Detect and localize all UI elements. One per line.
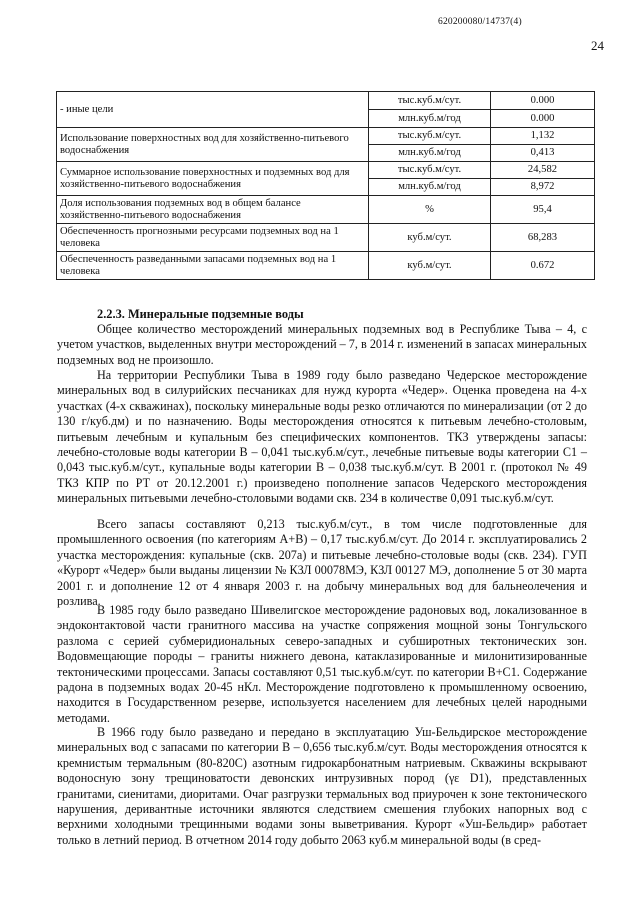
unit-cell: тыс.куб.м/сут. bbox=[369, 162, 491, 179]
row-label: - иные цели bbox=[57, 92, 369, 128]
unit-cell: куб.м/сут. bbox=[369, 252, 491, 280]
paragraph: Общее количество месторождений минеральных подземных вод в Республике Тыва – 4, с учетом участков, выделенных внутри месторождений – 7, в 2014 г. изменений в запасах минеральных подземных вод не произошло. bbox=[57, 322, 587, 367]
row-label: Доля использования подземных вод в общем балансе хозяйственно-питьевого водоснабжения bbox=[57, 196, 369, 224]
paragraph: В 1966 году было разведано и передано в эксплуатацию Уш-Бельдирское месторождение минеральных вод с запасами по категории В – 0,656 тыс.куб.м/сут. Воды месторождения относятся к кремнистым термальным (80-820С) азотным гидрокарбонатным натриевым. Скважины вскрывают водоносную зону трещиноватости девонских интрузивных пород (γε D1), представленных гранитами, сиенитами, диоритами. Очаг разгрузки термальных вод приурочен к зоне тектонического нарушения, деривантные источники являются следствием смешения глубоких напорных вод с верхними холодными трещинными водами зоны выветривания. Курорт «Уш-Бельдир» работает только в летний период. В отчетном 2014 году добыто 2063 куб.м минеральной воды (в сред- bbox=[57, 725, 587, 847]
table-row bbox=[57, 196, 595, 224]
unit-cell: % bbox=[369, 196, 491, 224]
table-row bbox=[57, 224, 595, 252]
table-row bbox=[57, 128, 595, 145]
unit-cell: тыс.куб.м/сут. bbox=[369, 128, 491, 145]
section-heading: 2.2.3. Минеральные подземные воды bbox=[97, 307, 304, 321]
value-cell: 0,413 bbox=[491, 145, 595, 162]
unit-cell: млн.куб.м/год bbox=[369, 110, 491, 128]
row-label: Обеспеченность прогнозными ресурсами подземных вод на 1 человека bbox=[57, 224, 369, 252]
value-cell: 0.000 bbox=[491, 92, 595, 110]
water-use-table bbox=[56, 91, 595, 280]
row-label: Обеспеченность разведанными запасами подземных вод на 1 человека bbox=[57, 252, 369, 280]
table-row bbox=[57, 162, 595, 179]
value-cell: 1,132 bbox=[491, 128, 595, 145]
unit-cell: млн.куб.м/год bbox=[369, 145, 491, 162]
row-label: Суммарное использование поверхностных и подземных вод для хозяйственно-питьевого водоснабжения bbox=[57, 162, 369, 196]
value-cell: 8,972 bbox=[491, 179, 595, 196]
table-row bbox=[57, 252, 595, 280]
value-cell: 0.672 bbox=[491, 252, 595, 280]
unit-cell: млн.куб.м/год bbox=[369, 179, 491, 196]
unit-cell: тыс.куб.м/сут. bbox=[369, 92, 491, 110]
value-cell: 95,4 bbox=[491, 196, 595, 224]
paragraph: Всего запасы составляют 0,213 тыс.куб.м/сут., в том числе подготовленные для промышленного освоения (по категориям А+В) – 0,17 тыс.куб.м/сут. До 2014 г. эксплуатировались 2 участка месторождения: купальные (скв. 207а) и питьевые лечебно-столовые воды (скв. 234). ГУП «Курорт «Чедер» были выданы лицензии № КЗЛ 00078МЭ, КЗЛ 00127 МЭ, дополнение 5 от 30 марта 2001 г. и дополнение 12 от 4 января 2003 г. на добычу минеральных вод для бальнеолечения и розлива. bbox=[57, 517, 587, 609]
value-cell: 0.000 bbox=[491, 110, 595, 128]
row-label: Использование поверхностных вод для хозяйственно-питьевого водоснабжения bbox=[57, 128, 369, 162]
value-cell: 68,283 bbox=[491, 224, 595, 252]
document-code: 620200080/14737(4) bbox=[438, 17, 522, 27]
paragraph: На территории Республики Тыва в 1989 году было разведано Чедерское месторождение минеральных вод в силурийских песчаниках для нужд курорта «Чедер». Оценка проведена на 4-х участках (4-х скважинах), поскольку минеральные воды резко отличаются по минерализации (от 2 до 130 г/куб.дм) и по назначению. Воды месторождения относятся к питьевым лечебно-столовым, питьевым лечебным и купальным без специфических компонентов. ТКЗ утверждены запасы: лечебно-столовые воды категории В – 0,041 тыс.куб.м/сут., лечебные питьевые воды категории С1 – 0,043 тыс.куб.м/сут., купальные воды категории В – 0,038 тыс.куб.м/сут. В 2001 г. (протокол № 49 ТКЗ КПР по РТ от 20.12.2001 г.) произведено пополнение запасов Чедерского месторождения минеральных питьевыми лечебно-столовыми водами скв. 234 в количестве 0,091 тыс.куб.м/сут. bbox=[57, 368, 587, 506]
table-row bbox=[57, 92, 595, 110]
page-number: 24 bbox=[591, 38, 604, 53]
paragraph: В 1985 году было разведано Шивелигское месторождение радоновых вод, локализованное в эндоконтактовой части гранитного массива на участке сопряжения мощной зоны Тонгульского разлома с серией субмеридиональных северо-западных и субширотных тектонических зон. Водовмещающие породы – граниты нижнего девона, катаклазированные и милонитизированные тектоническими процессами. Запасы составляют 0,51 тыс.куб.м/сут. по категории В+С1. Содержание радона в подземных водах 20-45 нКл. Месторождение подготовлено к промышленному освоению, находится в Государственном резерве, используется населением для лечебных целей народными методами. bbox=[57, 603, 587, 725]
value-cell: 24,582 bbox=[491, 162, 595, 179]
unit-cell: куб.м/сут. bbox=[369, 224, 491, 252]
